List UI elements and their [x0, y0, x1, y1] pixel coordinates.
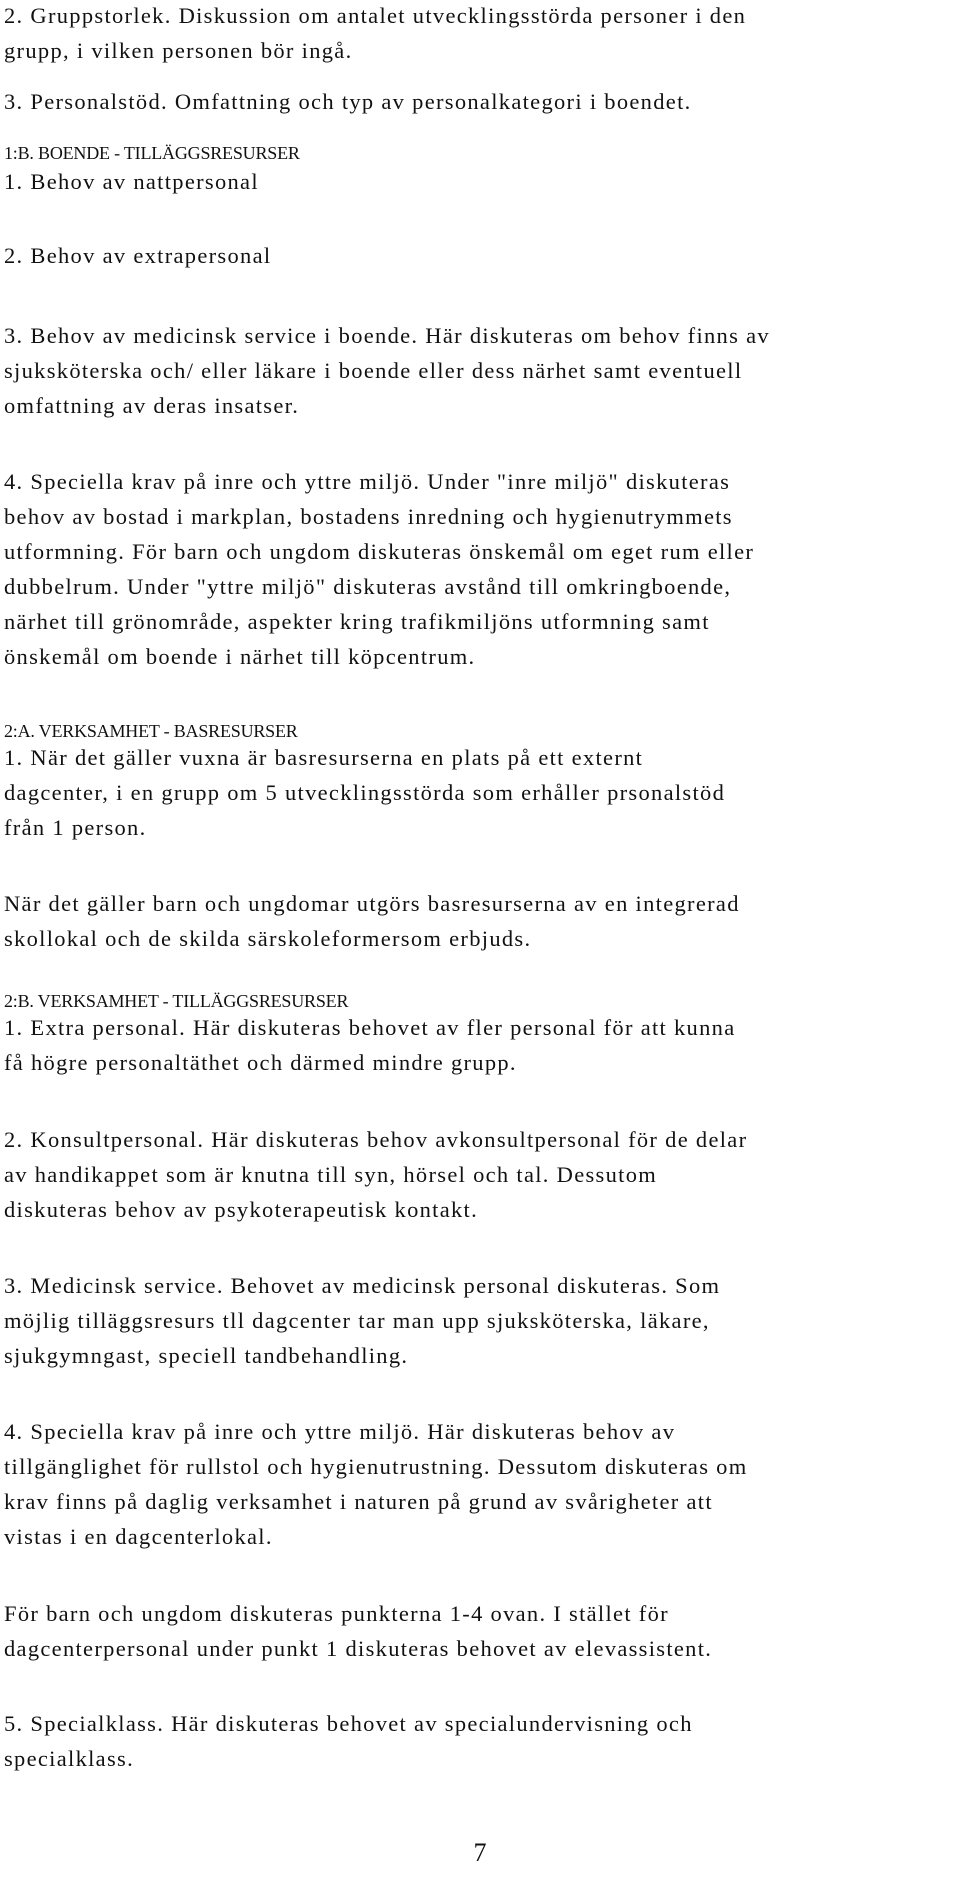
text-line: krav finns på daglig verksamhet i naturen på grund av svårigheter att: [4, 1489, 713, 1514]
paragraph-nattpersonal: [4, 164, 948, 199]
text-line: 1. Behov av nattpersonal: [4, 169, 259, 194]
paragraph-extrapersonal: [4, 238, 948, 273]
text-line: grupp, i vilken personen bör ingå.: [4, 38, 353, 63]
text-line: 4. Speciella krav på inre och yttre miljö. Här diskuteras behov av: [4, 1419, 676, 1444]
text-line: sjuksköterska och/ eller läkare i boende eller dess närhet samt eventuell: [4, 358, 743, 383]
text-line: vistas i en dagcenterlokal.: [4, 1524, 273, 1549]
paragraph-medicinsk-boende: [4, 318, 948, 423]
paragraph-medicinsk-service: [4, 1268, 948, 1373]
text-line: önskemål om boende i närhet till köpcentrum.: [4, 644, 476, 669]
paragraph-extra-personal: [4, 1010, 948, 1080]
text-line: behov av bostad i markplan, bostadens inredning och hygienutrymmets: [4, 504, 733, 529]
heading-boende-tilläggsresurser: 1:B. BOENDE - TILLÄGGSRESURSER: [4, 143, 300, 163]
text-line: För barn och ungdom diskuteras punkterna 1-4 ovan. I stället för: [4, 1601, 669, 1626]
text-line: dubbelrum. Under "yttre miljö" diskuteras avstånd till omkringboende,: [4, 574, 732, 599]
text-line: diskuteras behov av psykoterapeutisk kontakt.: [4, 1197, 479, 1222]
paragraph-vuxna-bas: [4, 740, 948, 845]
page-number: 7: [473, 1838, 487, 1867]
text-line: specialklass.: [4, 1746, 134, 1771]
text-line: 3. Behov av medicinsk service i boende. Här diskuteras om behov finns av: [4, 323, 770, 348]
paragraph-gruppstorlek: [4, 0, 948, 68]
heading-verksamhet-basresurser: 2:A. VERKSAMHET - BASRESURSER: [4, 721, 298, 741]
text-line: få högre personaltäthet och därmed mindre grupp.: [4, 1050, 517, 1075]
text-line: 5. Specialklass. Här diskuteras behovet av specialundervisning och: [4, 1711, 693, 1736]
paragraph-specialklass: [4, 1706, 948, 1776]
text-line: 2. Behov av extrapersonal: [4, 243, 272, 268]
text-line: 1. När det gäller vuxna är basresurserna en plats på ett externt: [4, 745, 644, 770]
text-line: från 1 person.: [4, 815, 147, 840]
paragraph-miljo-boende: [4, 464, 948, 674]
text-line: 4. Speciella krav på inre och yttre miljö. Under "inre miljö" diskuteras: [4, 469, 731, 494]
paragraph-miljo-verksamhet: [4, 1414, 948, 1554]
text-line: utformning. För barn och ungdom diskuteras önskemål om eget rum eller: [4, 539, 755, 564]
paragraph-personalstod: [4, 84, 948, 119]
text-line: 2. Konsultpersonal. Här diskuteras behov avkonsultpersonal för de delar: [4, 1127, 748, 1152]
text-line: 3. Personalstöd. Omfattning och typ av personalkategori i boendet.: [4, 89, 692, 114]
text-line: dagcenterpersonal under punkt 1 diskuteras behovet av elevassistent.: [4, 1636, 713, 1661]
text-line: omfattning av deras insatser.: [4, 393, 300, 418]
text-line: 2. Gruppstorlek. Diskussion om antalet utvecklingsstörda personer i den: [4, 3, 747, 28]
text-line: 1. Extra personal. Här diskuteras behovet av fler personal för att kunna: [4, 1015, 736, 1040]
heading-verksamhet-tilläggsresurser: 2:B. VERKSAMHET - TILLÄGGSRESURSER: [4, 991, 349, 1011]
text-line: När det gäller barn och ungdomar utgörs basresurserna av en integrerad: [4, 891, 740, 916]
text-line: tillgänglighet för rullstol och hygienutrustning. Dessutom diskuteras om: [4, 1454, 748, 1479]
text-line: närhet till grönområde, aspekter kring trafikmiljöns utformning samt: [4, 609, 710, 634]
text-line: av handikappet som är knutna till syn, hörsel och tal. Dessutom: [4, 1162, 658, 1187]
paragraph-barn-bas: [4, 886, 948, 956]
text-line: skollokal och de skilda särskoleformersom erbjuds.: [4, 926, 532, 951]
text-line: sjukgymngast, speciell tandbehandling.: [4, 1343, 409, 1368]
text-line: möjlig tilläggsresurs tll dagcenter tar man upp sjuksköterska, läkare,: [4, 1308, 710, 1333]
text-line: 3. Medicinsk service. Behovet av medicinsk personal diskuteras. Som: [4, 1273, 721, 1298]
text-line: dagcenter, i en grupp om 5 utvecklingsstörda som erhåller prsonalstöd: [4, 780, 726, 805]
paragraph-konsultpersonal: [4, 1122, 948, 1227]
paragraph-barn-ungdom: [4, 1596, 948, 1666]
